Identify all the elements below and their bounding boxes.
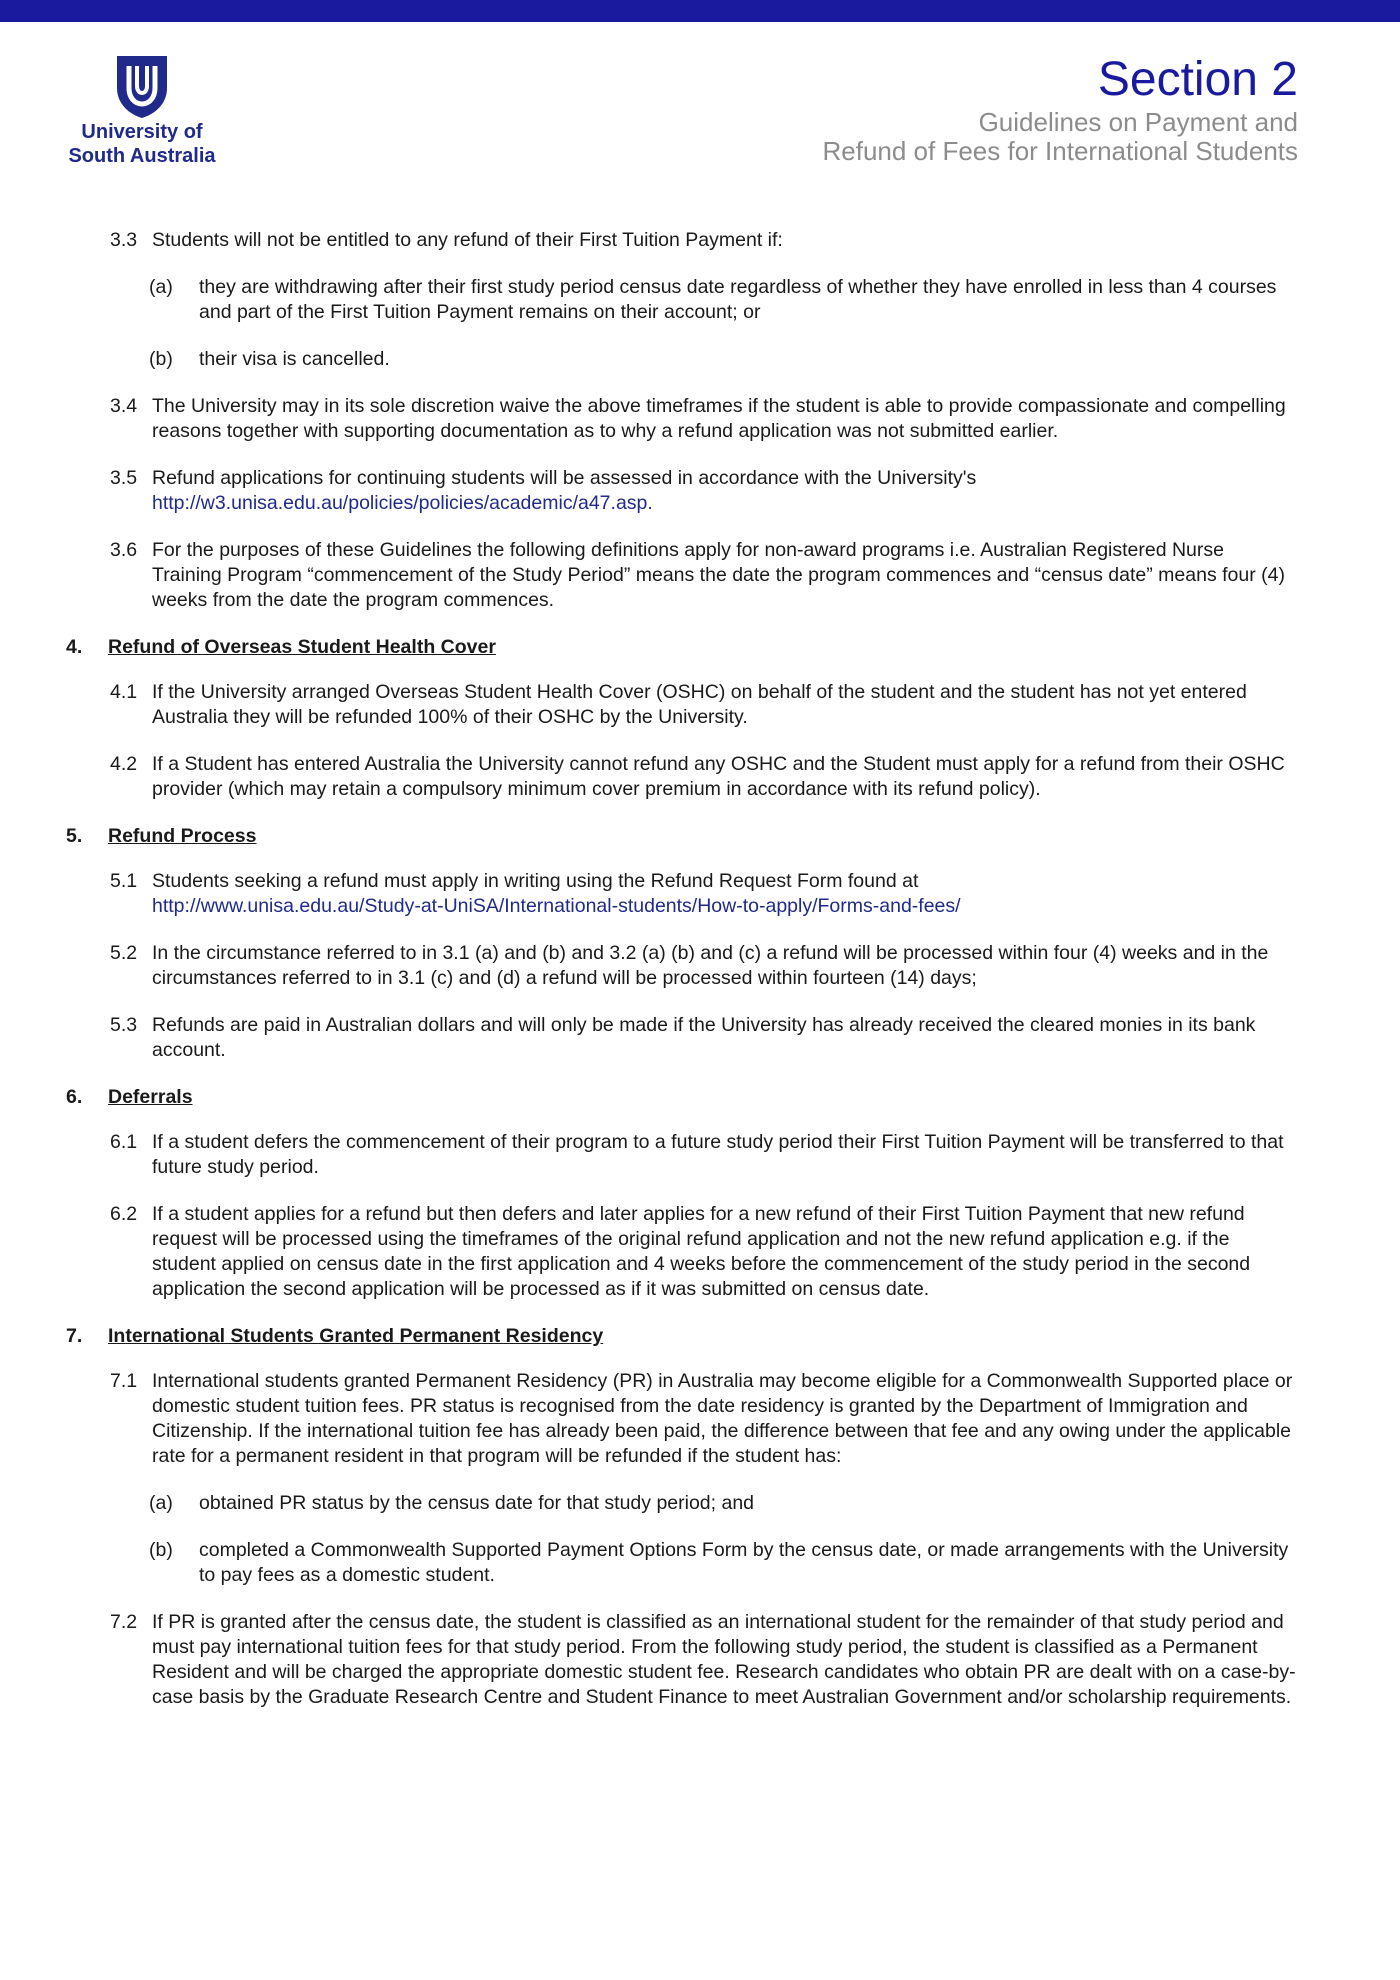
clause-3-3 xyxy=(0,228,1400,253)
clause-3-4 xyxy=(0,394,1400,444)
clause-4-2 xyxy=(0,752,1400,802)
clause-7-1 xyxy=(0,1369,1400,1469)
heading-text: Refund of Overseas Student Health Cover xyxy=(108,636,496,658)
subclause-text: completed a Commonwealth Supported Payment Options Form by the census date, or made arrangements with the University to pay fees as a domestic student. xyxy=(199,1539,1289,1586)
clause-3-3-a xyxy=(0,275,1400,325)
document-body xyxy=(0,228,1400,1732)
subclause-letter: (a) xyxy=(149,1492,173,1514)
clause-3-3-b xyxy=(0,347,1400,372)
clause-text: The University may in its sole discretion waive the above timeframes if the student is able to provide compassionate and compelling reasons together with supporting documentation as to why a refund application was not submitted earlier. xyxy=(152,395,1286,442)
clause-5-2 xyxy=(0,941,1400,991)
clause-number: 6.2 xyxy=(110,1203,138,1225)
heading-5 xyxy=(0,824,1400,849)
clause-6-1 xyxy=(0,1130,1400,1180)
clause-number: 5.3 xyxy=(110,1014,138,1036)
logo-line-1: University of xyxy=(81,121,203,143)
section-subtitle-line-2: Refund of Fees for International Students xyxy=(822,136,1298,166)
top-banner xyxy=(0,0,1400,22)
subclause-letter: (a) xyxy=(149,276,173,298)
clause-text: If PR is granted after the census date, the student is classified as an international student for the remainder of that study period and must pay international tuition fees for that study period. From the following study period, the student is classified as a Permanent Resident and will be charged the appropriate domestic student fee. Research candidates who obtain PR are dealt with on a case-by-case basis by the Graduate Research Centre and Student Finance to meet Australian Government and/or scholarship requirements. xyxy=(152,1611,1296,1708)
clause-number: 7.2 xyxy=(110,1611,138,1633)
clause-text: International students granted Permanent Residency (PR) in Australia may become eligible for a Commonwealth Supported place or domestic student tuition fees. PR status is recognised from the date residency is granted by the Department of Immigration and Citizenship. If the international tuition fee has already been paid, the difference between that fee and any owing under the applicable rate for a permanent resident in that program will be refunded if the student has: xyxy=(152,1370,1293,1467)
clause-3-6 xyxy=(0,538,1400,613)
university-logo xyxy=(62,52,222,168)
clause-number: 3.6 xyxy=(110,539,138,561)
clause-number: 3.3 xyxy=(110,229,138,251)
clause-5-3 xyxy=(0,1013,1400,1063)
heading-number: 4. xyxy=(66,636,83,658)
clause-4-1 xyxy=(0,680,1400,730)
subclause-letter: (b) xyxy=(149,1539,173,1561)
policy-link[interactable]: http://w3.unisa.edu.au/policies/policies/academic/a47.asp. xyxy=(152,492,653,514)
clause-number: 4.1 xyxy=(110,681,138,703)
subclause-text: they are withdrawing after their first study period census date regardless of whether they have enrolled in less than 4 courses and part of the First Tuition Payment remains on their account; or xyxy=(199,276,1277,323)
clause-number: 4.2 xyxy=(110,753,138,775)
clause-number: 7.1 xyxy=(110,1370,138,1392)
subclause-letter: (b) xyxy=(149,348,173,370)
clause-text: If a student defers the commencement of their program to a future study period their First Tuition Payment will be transferred to that future study period. xyxy=(152,1131,1284,1178)
shield-icon xyxy=(113,52,171,120)
heading-text: Refund Process xyxy=(108,825,257,847)
heading-7 xyxy=(0,1324,1400,1349)
clause-3-5 xyxy=(0,466,1400,516)
clause-7-2 xyxy=(0,1610,1400,1710)
clause-text: If the University arranged Overseas Student Health Cover (OSHC) on behalf of the student and the student has not yet entered Australia they will be refunded 100% of their OSHC by the University. xyxy=(152,681,1247,728)
clause-number: 5.1 xyxy=(110,870,138,892)
clause-text: For the purposes of these Guidelines the following definitions apply for non-award programs i.e. Australian Registered Nurse Training Program “commencement of the Study Period” means the date the program commences and “census date” means four (4) weeks from the date the program commences. xyxy=(152,539,1285,611)
clause-text: Refund applications for continuing students will be assessed in accordance with the University's xyxy=(152,467,977,489)
clause-text: If a Student has entered Australia the University cannot refund any OSHC and the Student must apply for a refund from their OSHC provider (which may retain a compulsory minimum cover premium in accordance with its refund policy). xyxy=(152,753,1285,800)
clause-7-1-b xyxy=(0,1538,1400,1588)
clause-text: In the circumstance referred to in 3.1 (a) and (b) and 3.2 (a) (b) and (c) a refund will be processed within four (4) weeks and in the circumstances referred to in 3.1 (c) and (d) a refund will be processed within fourteen (14) days; xyxy=(152,942,1269,989)
clause-text: Refunds are paid in Australian dollars and will only be made if the University has already received the cleared monies in its bank account. xyxy=(152,1014,1256,1061)
subclause-text: obtained PR status by the census date for that study period; and xyxy=(199,1492,755,1514)
heading-number: 6. xyxy=(66,1086,83,1108)
clause-text: If a student applies for a refund but then defers and later applies for a new refund of their First Tuition Payment that new refund request will be processed using the timeframes of the original refund application and not the new refund application e.g. if the student applied on census date in the first application and 4 weeks before the commencement of the study period in the second application the second application will be processed as if it was submitted on census date. xyxy=(152,1203,1251,1300)
subclause-text: their visa is cancelled. xyxy=(199,348,390,370)
clause-number: 3.5 xyxy=(110,467,138,489)
logo-line-2: South Australia xyxy=(68,145,216,167)
heading-number: 5. xyxy=(66,825,83,847)
heading-text: International Students Granted Permanent Residency xyxy=(108,1325,604,1347)
clause-5-1 xyxy=(0,869,1400,919)
clause-number: 6.1 xyxy=(110,1131,138,1153)
clause-number: 3.4 xyxy=(110,395,138,417)
clause-6-2 xyxy=(0,1202,1400,1302)
section-header xyxy=(822,52,1298,166)
section-title: Section 2 xyxy=(1097,53,1298,106)
clause-number: 5.2 xyxy=(110,942,138,964)
clause-text: Students seeking a refund must apply in writing using the Refund Request Form found at xyxy=(152,870,919,892)
refund-form-link[interactable]: http://www.unisa.edu.au/Study-at-UniSA/International-students/How-to-apply/Forms-and-fees/ xyxy=(152,895,961,917)
clause-text: Students will not be entitled to any refund of their First Tuition Payment if: xyxy=(152,229,783,251)
heading-6 xyxy=(0,1085,1400,1110)
heading-text: Deferrals xyxy=(108,1086,193,1108)
heading-number: 7. xyxy=(66,1325,83,1347)
heading-4 xyxy=(0,635,1400,660)
section-subtitle-line-1: Guidelines on Payment and xyxy=(978,107,1298,137)
clause-7-1-a xyxy=(0,1491,1400,1516)
